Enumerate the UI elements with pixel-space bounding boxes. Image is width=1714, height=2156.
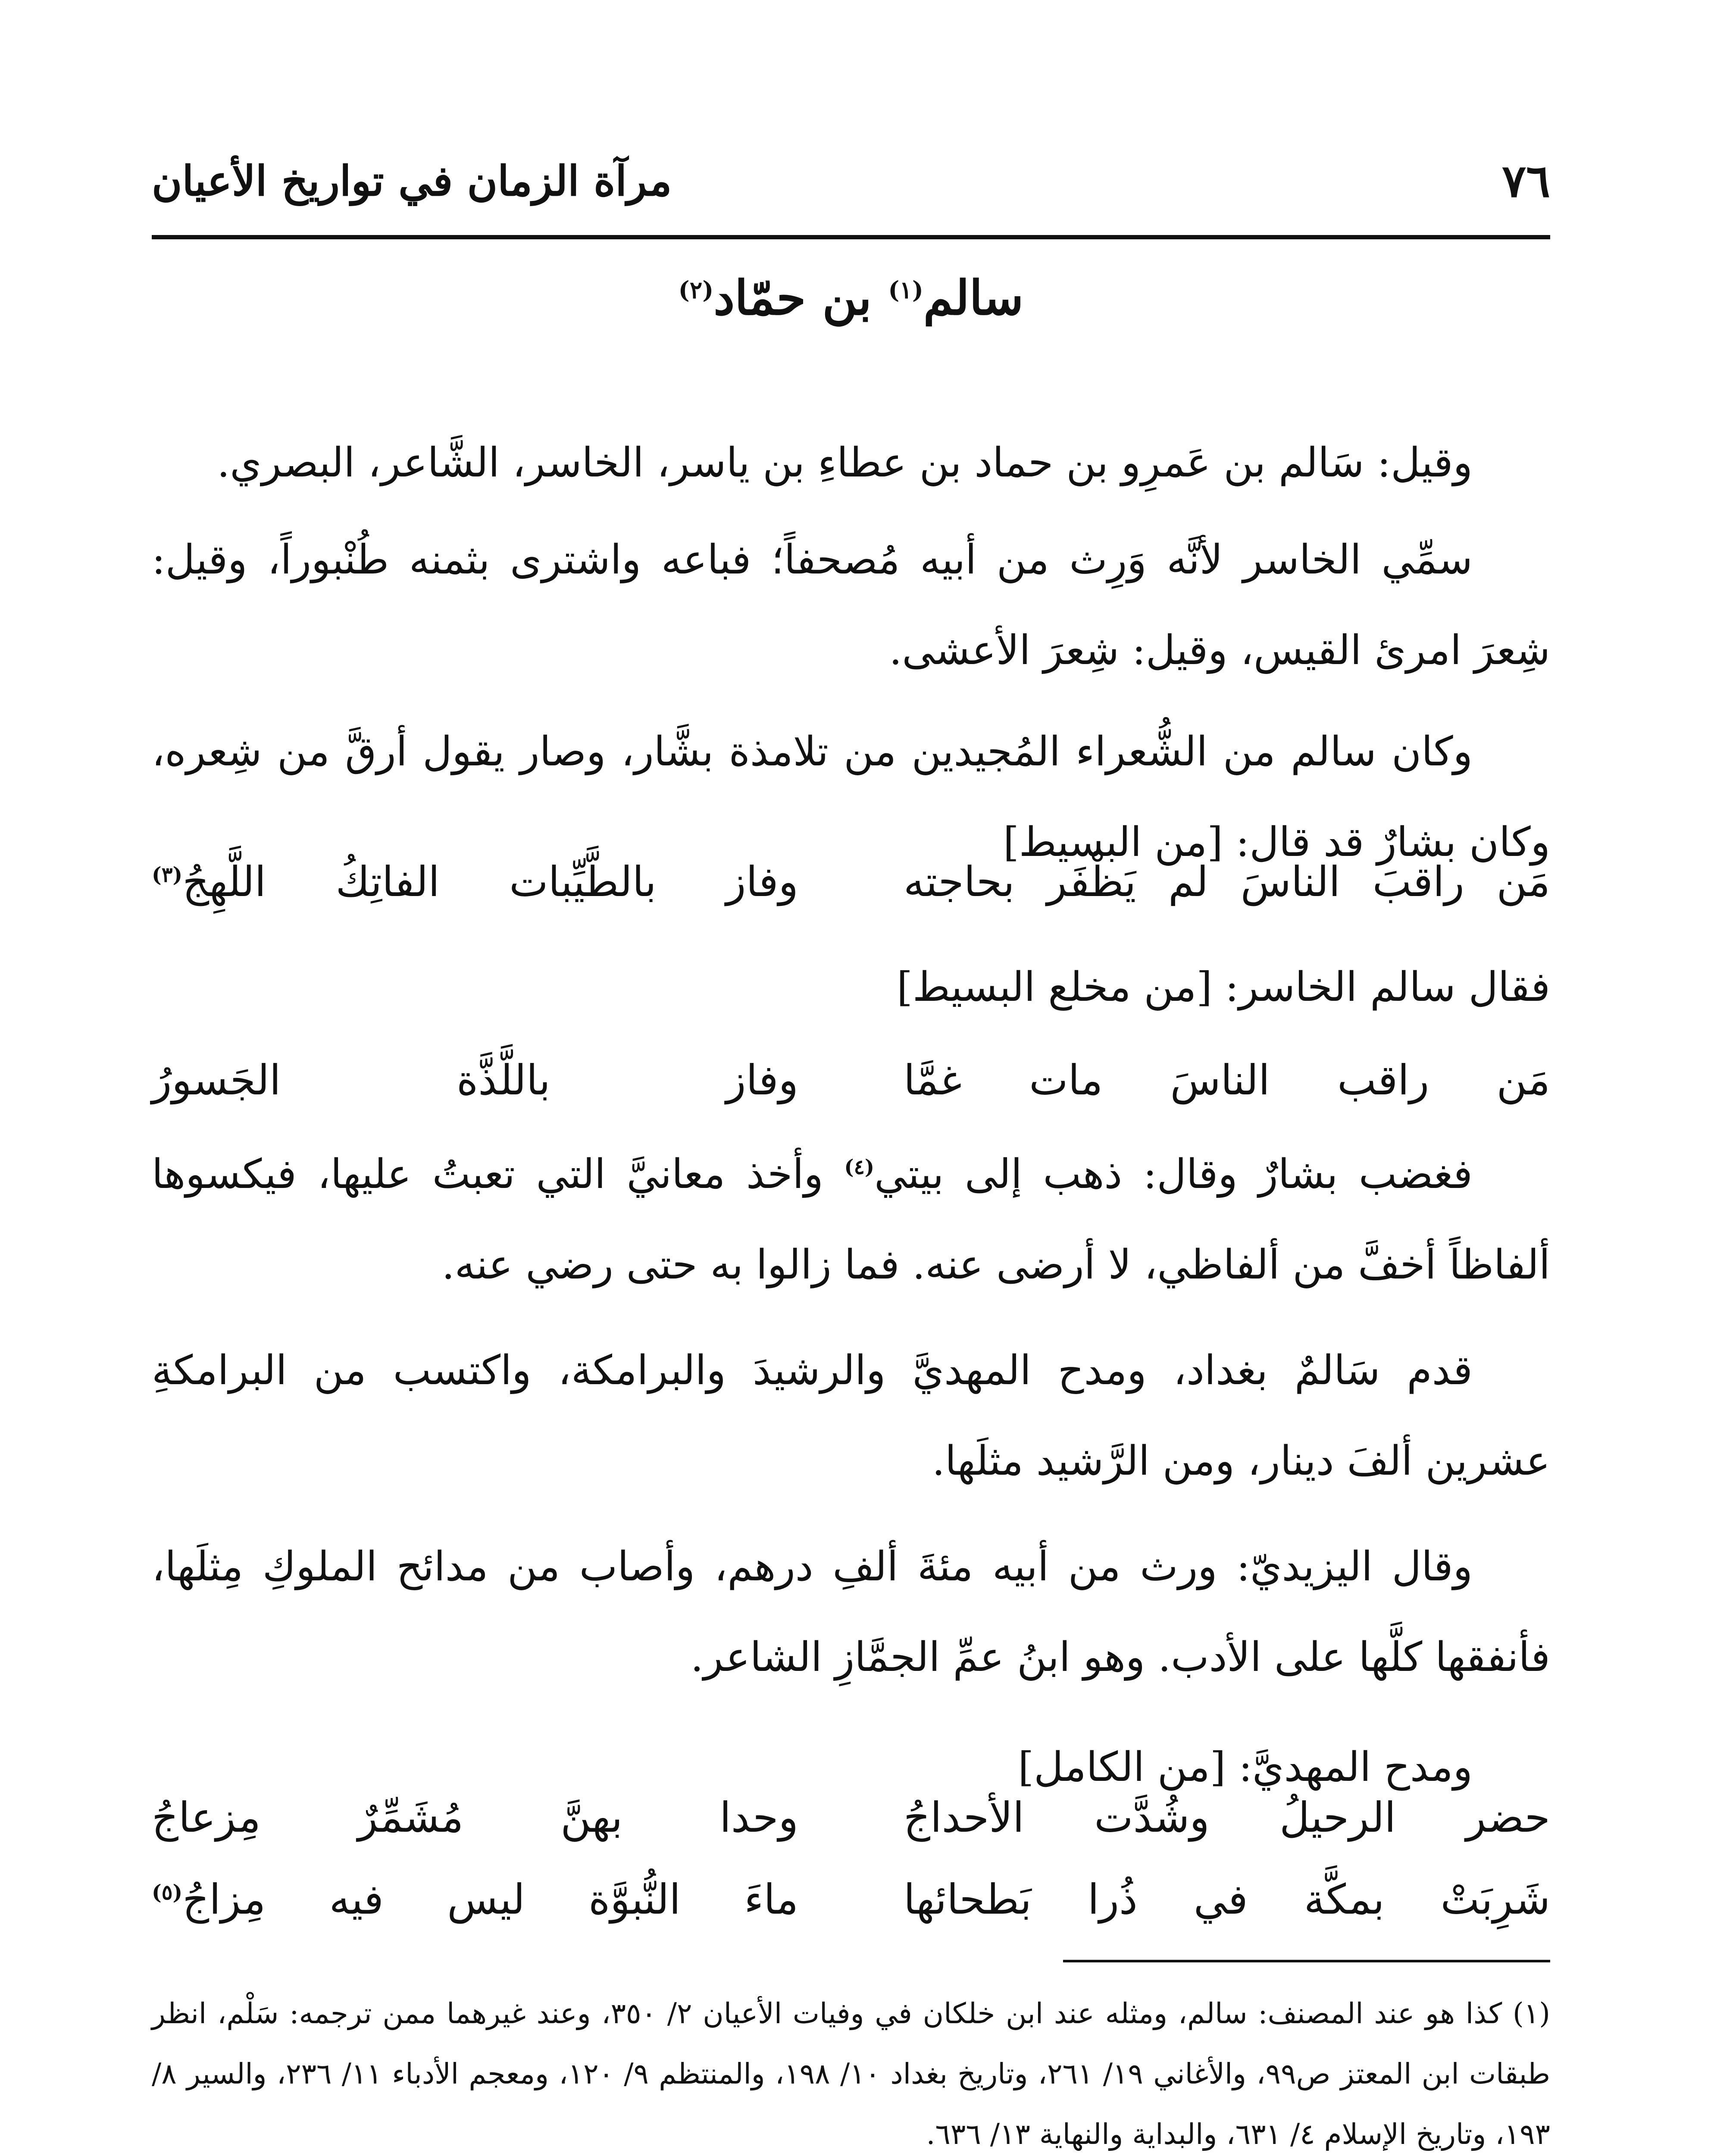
verse-second-hemistich: وفاز باللَّذَّة الجَسورُ (152, 1056, 798, 1104)
verse-second-hemistich (152, 837, 798, 927)
footnote-ref-5: (٥) (152, 1880, 183, 1905)
running-title: مرآة الزمان في تواريخ الأعيان (152, 157, 672, 205)
paragraph-text: فغضب بشارٌ وقال: ذهب إلى بيتي (874, 1151, 1473, 1198)
paragraph-anger (152, 1129, 1550, 1310)
verse-text: ماءَ النُّبوَّة ليس فيه مِزاجُ (182, 1875, 798, 1924)
paragraph-nickname: سمِّي الخاسر لأنَّه وَرِث من أبيه مُصحفاً؛ فباعه واشترى بثمنه طُنْبوراً، وقيل: شِعرَ امرئ القيس، وقيل: شِعرَ الأعشى. (152, 536, 1550, 674)
page-number: ٧٦ (1502, 154, 1550, 207)
paragraph-bashshar: وكان سالم من الشُّعراء المُجيدين من تلامذة بشَّار، وصار يقول أرقَّ من شِعره، وكان بشارٌ قد قال: [من البسيط] (152, 728, 1550, 866)
verse-first-hemistich: حضر الرحيلُ وشُدَّت الأحداجُ (904, 1793, 1550, 1842)
paragraph-baghdad: قدم سَالمٌ بغداد، ومدح المهديَّ والرشيدَ والبرامكة، واكتسب من البرامكةِ عشرين ألفَ دينار، ومن الرَّشيد مثلَها. (152, 1347, 1550, 1485)
verse-text: وفاز بالطَّيِّبات الفاتِكُ اللَّهِجُ (182, 858, 798, 906)
verse-second-hemistich (152, 1854, 798, 1945)
verse-line (152, 1035, 1550, 1125)
entry-name: سالم (923, 270, 1024, 326)
footnote-ref-2: (٢) (678, 276, 714, 304)
verse-line (152, 1854, 1550, 1945)
paragraph-lineage: وقيل: سَالم بن عَمرِو بن حماد بن عطاءِ بن ياسر، الخاسر، الشَّاعر، البصري. (217, 439, 1473, 486)
footnote-1: (١) كذا هو عند المصنف: سالم، ومثله عند ابن خلكان في وفيات الأعيان ٢/ ٣٥٠، وعند غيرهما ممن ترجمه: سَلْم، انظر طبقات ابن المعتز ص٩٩، والأغاني ١٩/ ٢٦١، وتاريخ بغداد ١٠/ ١٩٨، والمنتظم ٩/ ١٢٠، ومعجم الأدباء ١١/ ٢٣٦، والسير ٨/ ١٩٣، وتاريخ الإسلام ٤/ ٦٣١، والبداية والنهاية ١٣/ ٦٣٦. (152, 1997, 1551, 2151)
paragraph-yazidi: وقال اليزيديّ: ورث من أبيه مئةَ ألفِ درهم، وأصاب من مدائح الملوكِ مِثلَها، فأنفقها كلَّها على الأدب. وهو ابنُ عمِّ الجمَّازِ الشاعر. (152, 1543, 1550, 1681)
footnote-ref-1: (١) (888, 276, 923, 304)
verse-first-hemistich: مَن راقب الناسَ مات غمَّا (904, 1056, 1550, 1104)
verse-second-hemistich: وحدا بهنَّ مُشَمِّرٌ مِزعاجُ (152, 1793, 798, 1842)
verse-first-hemistich: شَرِبَتْ بمكَّة في ذُرا بَطحائها (904, 1875, 1550, 1924)
entry-name-rest: بن حمّاد (713, 270, 888, 326)
paragraph-praise: ومدح المهديَّ: [من الكامل] (1018, 1744, 1473, 1791)
paragraph-text: وأخذ معانيَّ التي تعبتُ عليها، فيكسوها ألفاظاً أخفَّ من ألفاظي، لا أرضى عنه. فما زالوا به حتى رضي عنه. (152, 1151, 1550, 1288)
entry-title (152, 270, 1550, 326)
footnote-ref-4: (٤) (844, 1155, 875, 1179)
meter-line: فقال سالم الخاسر: [من مخلع البسيط] (897, 964, 1550, 1011)
footnote-ref-3: (٣) (152, 863, 183, 887)
verse-line (152, 1772, 1550, 1863)
verse-line (152, 837, 1550, 927)
footnote-rule (1063, 1960, 1550, 1962)
verse-first-hemistich: مَن راقبَ الناسَ لم يَظْفَر بحاجته (904, 858, 1550, 906)
header-rule (152, 235, 1550, 239)
